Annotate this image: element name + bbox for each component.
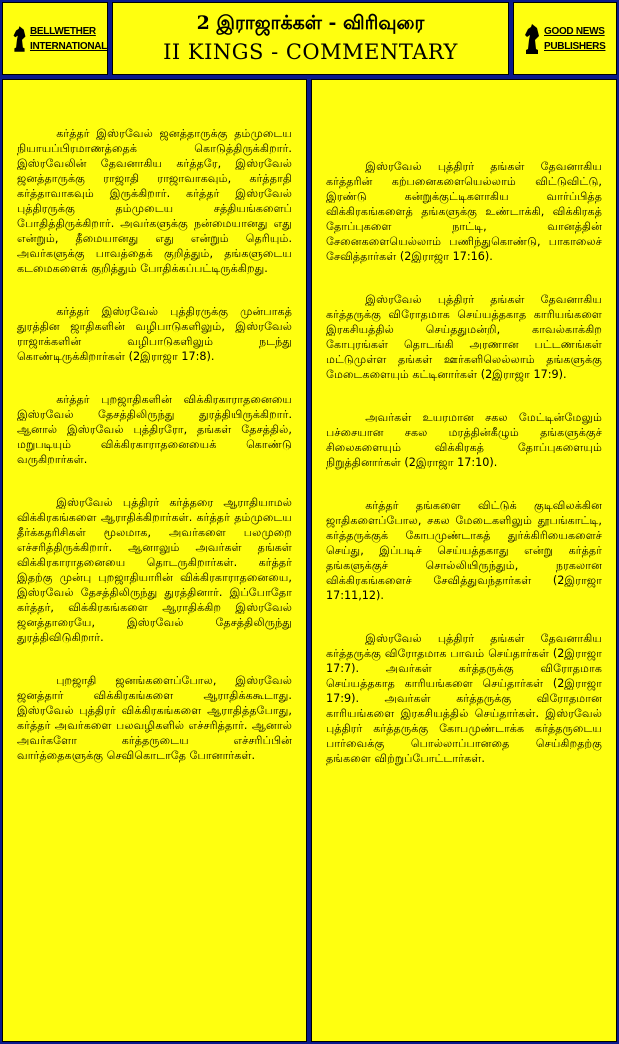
paragraph: கர்த்தர் இஸ்ரவேல் ஜனத்தாருக்கு தம்முடைய நியாயப்பிரமாணத்தைக் கொடுத்திருக்கிறார். இஸ்ரவேலின் தேவனாகிய கர்த்தரே, இஸ்ரவேல் ஜனத்தாருக்கு ராஜாதி ராஜாவாகவும், கர்த்தாதி கர்த்தாவாகவும் இருக்கிறார். கர்த்தர் இஸ்ரவேல் புத்திரருக்கு தம்முடைய சத்தியங்களைப் போதித்திருக்கிறார். அவர்களுக்கு நன்மையானது எது என்றும், தீமையானது எது என்றும் தெரியும். அவர்களுக்கு பாவத்தைக் குறித்தும், தங்களுடைய கடமைகளைக் குறித்தும் போதிக்கப்பட்டிருக்கிறது. xyxy=(17,127,292,275)
logo-right-line1: GOOD NEWS xyxy=(544,25,605,37)
paragraph: இஸ்ரவேல் புத்திரர் கர்த்தரை ஆராதியாமல் விக்கிரகங்களை ஆராதிக்கிறார்கள். கர்த்தர் தம்முடைய தீர்க்கதரிசிகள் மூலமாக, அவர்களை பலமுறை எச்சரித்திருக்கிறார். ஆனாலும் அவர்கள் தங்கள் விக்கிரகாராதனையை தொடருகிறார்கள். கர்த்தர் இதற்கு முன்பு புறஜாதியாரின் விக்கிரகாராதனையை, இஸ்ரவேல் தேசத்திலிருந்து துரத்தினார். இப்போதோ கர்த்தர், விக்கிரகங்களை ஆராதிக்கிற இஸ்ரவேல் ஜனத்தாரையே, இஸ்ரவேல் தேசத்திலிருந்து துரத்திவிடுகிறார். xyxy=(17,496,292,644)
page-title-english: II KINGS - COMMENTARY xyxy=(163,40,458,64)
chess-knight-icon xyxy=(11,22,28,56)
logo-good-news xyxy=(513,2,617,75)
paragraph: கர்த்தர் இஸ்ரவேல் புத்திரருக்கு முன்பாகத் துரத்தின ஜாதிகளின் வழிபாடுகளிலும், இஸ்ரவேல் ராஜாக்களின் வழிபாடுகளிலும் நடந்து கொண்டிருக்கிறார்கள் (2இராஜா 17:8). xyxy=(17,305,292,363)
left-column xyxy=(2,79,307,1042)
paragraph: கர்த்தர் புறஜாதிகளின் விக்கிரகாராதனையை இஸ்ரவேல் தேசத்திலிருந்து துரத்தியிருக்கிறார். ஆனால் இஸ்ரவேல் புத்திரரோ, தங்கள் தேசத்தில், மறுபடியும் விக்கிரகாராதனையைக் கொண்டு வருகிறார்கள். xyxy=(17,393,292,466)
paragraph: புறஜாதி ஜனங்களைப்போல, இஸ்ரவேல் ஜனத்தார் விக்கிரகங்களை ஆராதிக்ககூடாது. இஸ்ரவேல் புத்திரர் விக்கிரகங்களை ஆராதித்தபோது, கர்த்தர் அவர்களை பலவழிகளில் எச்சரித்தார். ஆனால் அவர்களோ கர்த்தருடைய எச்சரிப்பின் வார்த்தைகளுக்கு செவிகொடாதே போனார்கள். xyxy=(17,674,292,762)
logo-left-line2: INTERNATIONAL xyxy=(29,40,107,52)
page-title-tamil: 2 இராஜாக்கள் - விரிவுரை xyxy=(196,12,425,34)
paragraph: இஸ்ரவேல் புத்திரர் தங்கள் தேவனாகிய கர்த்தருக்கு விரோதமாக செய்யத்தகாத காரியங்களை இரகசியத்தில் செய்ததுமன்றி, காவல்காக்கிற கோபுரங்கள் தொடங்கி அரணான பட்டணங்கள் மட்டுமுள்ள தங்கள் ஊர்களிலெல்லாம் தங்களுக்கு மேடைகளையும் கட்டினார்கள் (2இராஜா 17:9). xyxy=(326,293,602,381)
logo-left-text xyxy=(30,24,107,54)
page-header xyxy=(112,2,509,75)
paragraph: இஸ்ரவேல் புத்திரர் தங்கள் தேவனாகிய கர்த்தரின் கற்பனைகளையெல்லாம் விட்டுவிட்டு, இரண்டு கன்றுக்குட்டிகளாகிய வார்ப்பித்த விக்கிரகங்களைத் தங்களுக்கு உண்டாக்கி, விக்கிரகத் தோப்புகளை நாட்டி, வானத்தின் சேனைகளையெல்லாம் பணிந்துகொண்டு, பாகாலைச் சேவித்தார்கள் (2இராஜா 17:16). xyxy=(326,160,602,263)
paragraph: கர்த்தர் தங்களை விட்டுக் குடிவிலக்கின ஜாதிகளைப்போல, சகல மேடைகளிலும் தூபங்காட்டி, கர்த்தருக்குக் கோபமுண்டாகத் துர்க்கிரியைகளைச் செய்து, இப்படிச் செய்யத்தகாது என்று கர்த்தர் தங்களுக்குச் சொல்லியிருந்தும், நரகலான விக்கிரகங்களைச் சேவித்துவந்தார்கள் (2இராஜா 17:11,12). xyxy=(326,499,602,602)
logo-bellwether xyxy=(2,2,108,75)
logo-left-line1: BELLWETHER xyxy=(29,25,96,37)
logo-right-text xyxy=(544,24,605,54)
logo-right-line2: PUBLISHERS xyxy=(544,40,606,52)
right-column xyxy=(311,79,617,1042)
paragraph: அவர்கள் உயரமான சகல மேட்டின்மேலும் பச்சையான சகல மரத்தின்கீழும் தங்களுக்குச் சிலைகளையும் விக்கிரகத் தோப்புகளையும் நிறுத்தினார்கள் (2இராஜா 17:10). xyxy=(326,411,602,469)
chess-knight-icon xyxy=(522,22,542,56)
paragraph: இஸ்ரவேல் புத்திரர் தங்கள் தேவனாகிய கர்த்தருக்கு விரோதமாக பாவம் செய்தார்கள் (2இராஜா 17:7). அவர்கள் கர்த்தருக்கு விரோதமாக செய்யத்தகாத காரியங்களை செய்தார்கள் (2இராஜா 17:9). அவர்கள் கர்த்தருக்கு விரோதமான காரியங்களை இரகசியத்தில் செய்தார்கள். இஸ்ரவேல் புத்திரர் கர்த்தருக்கு கோபமுண்டாக்க கர்த்தருடைய பார்வைக்கு பொல்லாப்பானதை செய்கிறதற்கு தங்களை விற்றுப்போட்டார்கள். xyxy=(326,632,602,765)
